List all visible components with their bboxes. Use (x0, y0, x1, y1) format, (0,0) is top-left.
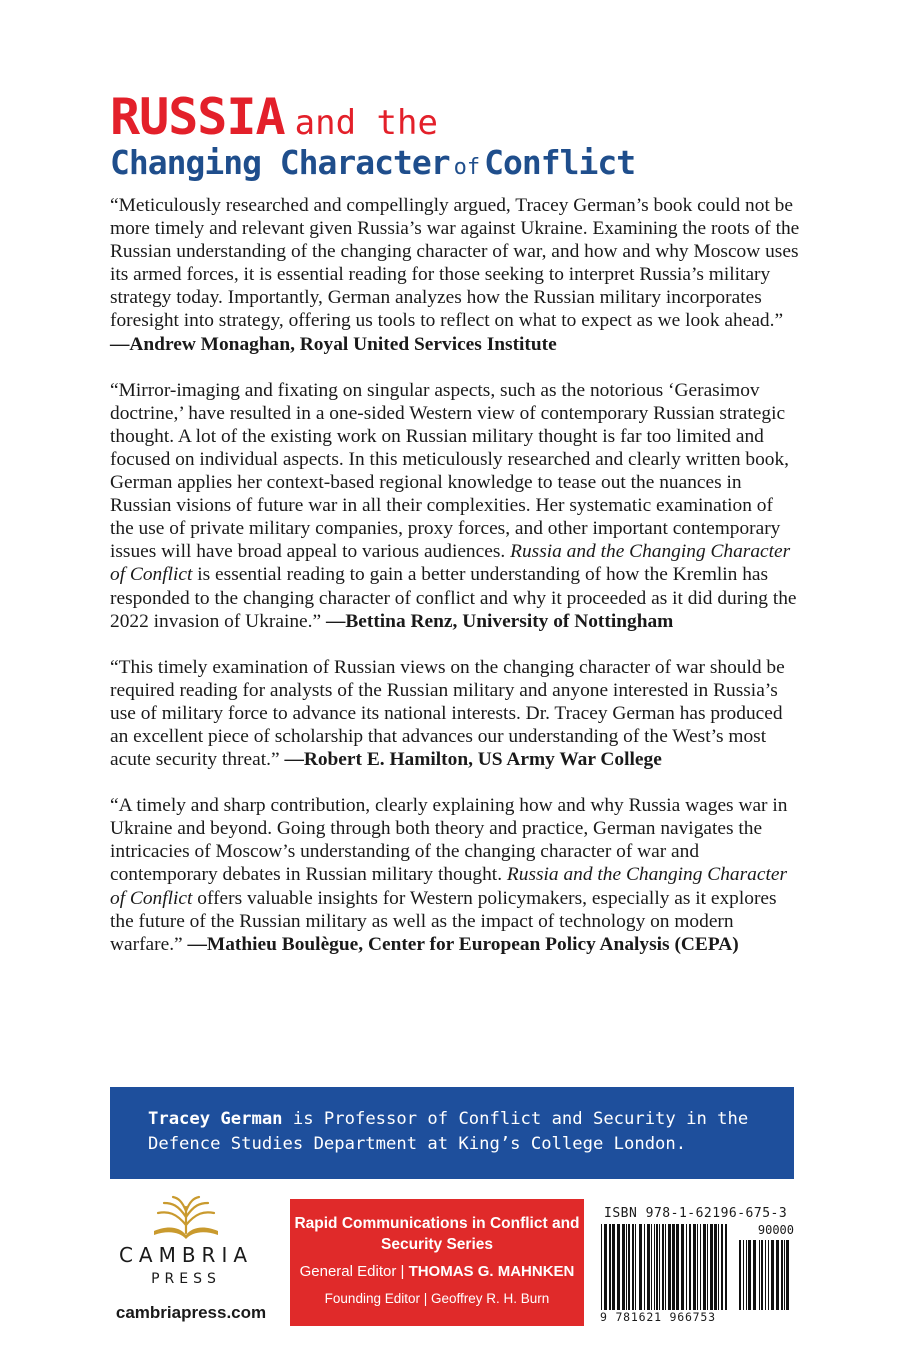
isbn-barcode-bar (647, 1224, 650, 1310)
addon-barcode-bar (786, 1240, 789, 1310)
title-line-1 (110, 88, 810, 146)
addon-barcode-bar (746, 1240, 747, 1310)
founding-editor-name: Geoffrey R. H. Burn (431, 1291, 550, 1306)
isbn-barcode-bar (612, 1224, 615, 1310)
addon-barcode-bar (748, 1240, 751, 1310)
publisher-logo (106, 1195, 276, 1335)
title-and-the: and the (294, 103, 438, 143)
isbn-barcode-bar (635, 1224, 636, 1310)
isbn-barcode-bar (617, 1224, 620, 1310)
quote-text: “This timely examination of Russian views on the changing character of war should be required reading for analysts of the Russian military and anyone interested in Russia’s use of military force to advance its national interests. Dr. Tracey German has produced an excellent piece of scholarship that advances our understanding of the West’s most acute security threat.” (110, 656, 785, 771)
title-russia: RUSSIA (110, 88, 285, 146)
publisher-name: CAMBRIA (118, 1243, 254, 1267)
isbn-barcode-bar (718, 1224, 719, 1310)
addon-barcode-bar (768, 1240, 769, 1310)
addon-barcode-bar (781, 1240, 783, 1310)
author-bio-box (110, 1087, 794, 1179)
isbn-barcode-bar (626, 1224, 627, 1310)
addon-barcode-bar (743, 1240, 744, 1310)
addon-barcode-bar (765, 1240, 766, 1310)
isbn-barcode-bar (676, 1224, 679, 1310)
isbn-barcode-bar (659, 1224, 660, 1310)
quote-text: “Mirror-imaging and fixating on singular aspects, such as the notorious ‘Gerasimov doctrine,’ have resulted in a one-sided Western view of contemporary Russian strategic thought. A lot of the existing work on Russian military thought is far too limited and focused on individual aspects. In this meticulously researched and clearly written book, German applies her context-based regional knowledge to tease out the nuances in Russian visions of future war in all their complexities. Her systematic examination of the use of private military companies, proxy forces, and other important contemporary issues will have broad appeal to various audiences. (110, 379, 790, 563)
addon-barcode-bar (739, 1240, 741, 1310)
isbn-barcode-bar (686, 1224, 687, 1310)
isbn-barcode-bar (662, 1224, 664, 1310)
title-of: of (453, 155, 481, 180)
isbn-barcode-bar (632, 1224, 634, 1310)
author-bio (148, 1107, 778, 1157)
price-addon-barcode (738, 1240, 794, 1310)
barcode-addon-digits: 90000 (757, 1223, 794, 1237)
series-founding-editor (290, 1291, 584, 1306)
general-editor-label: General Editor | (299, 1263, 405, 1280)
isbn-barcode-bar (668, 1224, 671, 1310)
isbn-barcode-bar (628, 1224, 630, 1310)
addon-barcode-bar (753, 1240, 756, 1310)
isbn-barcode-bar (609, 1224, 611, 1310)
isbn-barcode-bar (710, 1224, 713, 1310)
title-block (110, 88, 810, 182)
isbn-barcode-bar (604, 1224, 607, 1310)
quote-text: “Meticulously researched and compellingly argued, Tracey German’s book could not be more timely and relevant given Russia’s war against Ukraine. Examining the roots of the Russian understanding of the changing character of war, and how and why Moscow uses its armed forces, it is essential reading for those seeking to interpret Russia’s military strategy today. Importantly, German analyzes how the Russian military incorporates foresight into strategy, offering us tools to reflect on what to expect as we look ahead.” (110, 195, 800, 332)
quote-book-title: Russia and the Changing Character of Conflict (110, 541, 791, 586)
founding-editor-label: Founding Editor | (324, 1291, 428, 1306)
quote-attribution: —Mathieu Boulègue, Center for European Policy Analysis (CEPA) (187, 933, 739, 955)
title-conflict: Conflict (484, 143, 636, 182)
quote-attribution: —Robert E. Hamilton, US Army War College (284, 749, 662, 771)
isbn-barcode-bar (714, 1224, 717, 1310)
isbn-barcode-bar (697, 1224, 698, 1310)
quote-text: is essential reading to gain a better understanding of how the Kremlin has responded to the changing character of conflict and why it proceeded as it did during the 2022 invasion of Ukraine.” (110, 564, 797, 632)
isbn-barcode-bar (654, 1224, 655, 1310)
isbn-barcode-bar (672, 1224, 675, 1310)
quote-book-title: Russia and the Changing Character of Conflict (110, 864, 787, 909)
isbn-label: ISBN 978-1-62196-675-3 (604, 1206, 788, 1221)
series-title: Rapid Communications in Conflict and Security Series (294, 1215, 580, 1253)
publisher-url: cambriapress.com (115, 1303, 267, 1322)
endorsement-monaghan (110, 194, 800, 356)
addon-barcode-bar (771, 1240, 774, 1310)
general-editor-name: THOMAS G. MAHNKEN (408, 1263, 575, 1280)
series-general-editor (290, 1263, 584, 1280)
addon-barcode-bar (761, 1240, 763, 1310)
open-book-leaves-icon (146, 1195, 226, 1240)
barcode-digits: 9 781621 966753 (600, 1310, 716, 1324)
isbn-barcode-bar (656, 1224, 658, 1310)
isbn-barcode-bar (665, 1224, 666, 1310)
quote-attribution: —Andrew Monaghan, Royal United Services Institute (110, 333, 557, 355)
isbn-barcode-bar (725, 1224, 727, 1310)
series-box (290, 1199, 584, 1326)
author-bio-text: is Professor of Conflict and Security in the Defence Studies Department at King’s College London. (148, 1109, 749, 1154)
title-changing-character: Changing Character (110, 143, 450, 182)
endorsement-boulegue (110, 794, 800, 956)
endorsements (110, 194, 800, 979)
isbn-barcode-bar (622, 1224, 625, 1310)
publisher-press: PRESS (151, 1271, 221, 1287)
isbn-barcode-bar (707, 1224, 708, 1310)
quote-text: “A timely and sharp contribution, clearly explaining how and why Russia wages war in Ukraine and beyond. Going through both theory and practice, German navigates the intricacies of Moscow’s understanding of the changing character of war and contemporary debates in Russian military thought. (110, 795, 788, 886)
isbn-barcode-bar (689, 1224, 691, 1310)
isbn-barcode-bar (700, 1224, 701, 1310)
isbn-barcode-bar (639, 1224, 642, 1310)
isbn-barcode-bar (651, 1224, 652, 1310)
author-name: Tracey German (148, 1109, 283, 1129)
quote-attribution: —Bettina Renz, University of Nottingham (325, 610, 674, 632)
addon-barcode-bar (759, 1240, 760, 1310)
isbn-barcode-bar (681, 1224, 684, 1310)
isbn-barcode-bar (703, 1224, 706, 1310)
isbn-barcode-bar (721, 1224, 723, 1310)
addon-barcode-bar (784, 1240, 785, 1310)
isbn-barcode-bar (601, 1224, 602, 1310)
endorsement-renz (110, 379, 800, 633)
endorsement-hamilton (110, 656, 800, 771)
addon-barcode-bar (776, 1240, 779, 1310)
isbn-barcode-bar (693, 1224, 696, 1310)
quote-text: offers valuable insights for Western policymakers, especially as it explores the future of the Russian military as well as the impact of technology on modern warfare.” (110, 887, 777, 955)
isbn-barcode (600, 1224, 730, 1310)
title-line-2 (110, 143, 810, 182)
isbn-barcode-bar (644, 1224, 645, 1310)
